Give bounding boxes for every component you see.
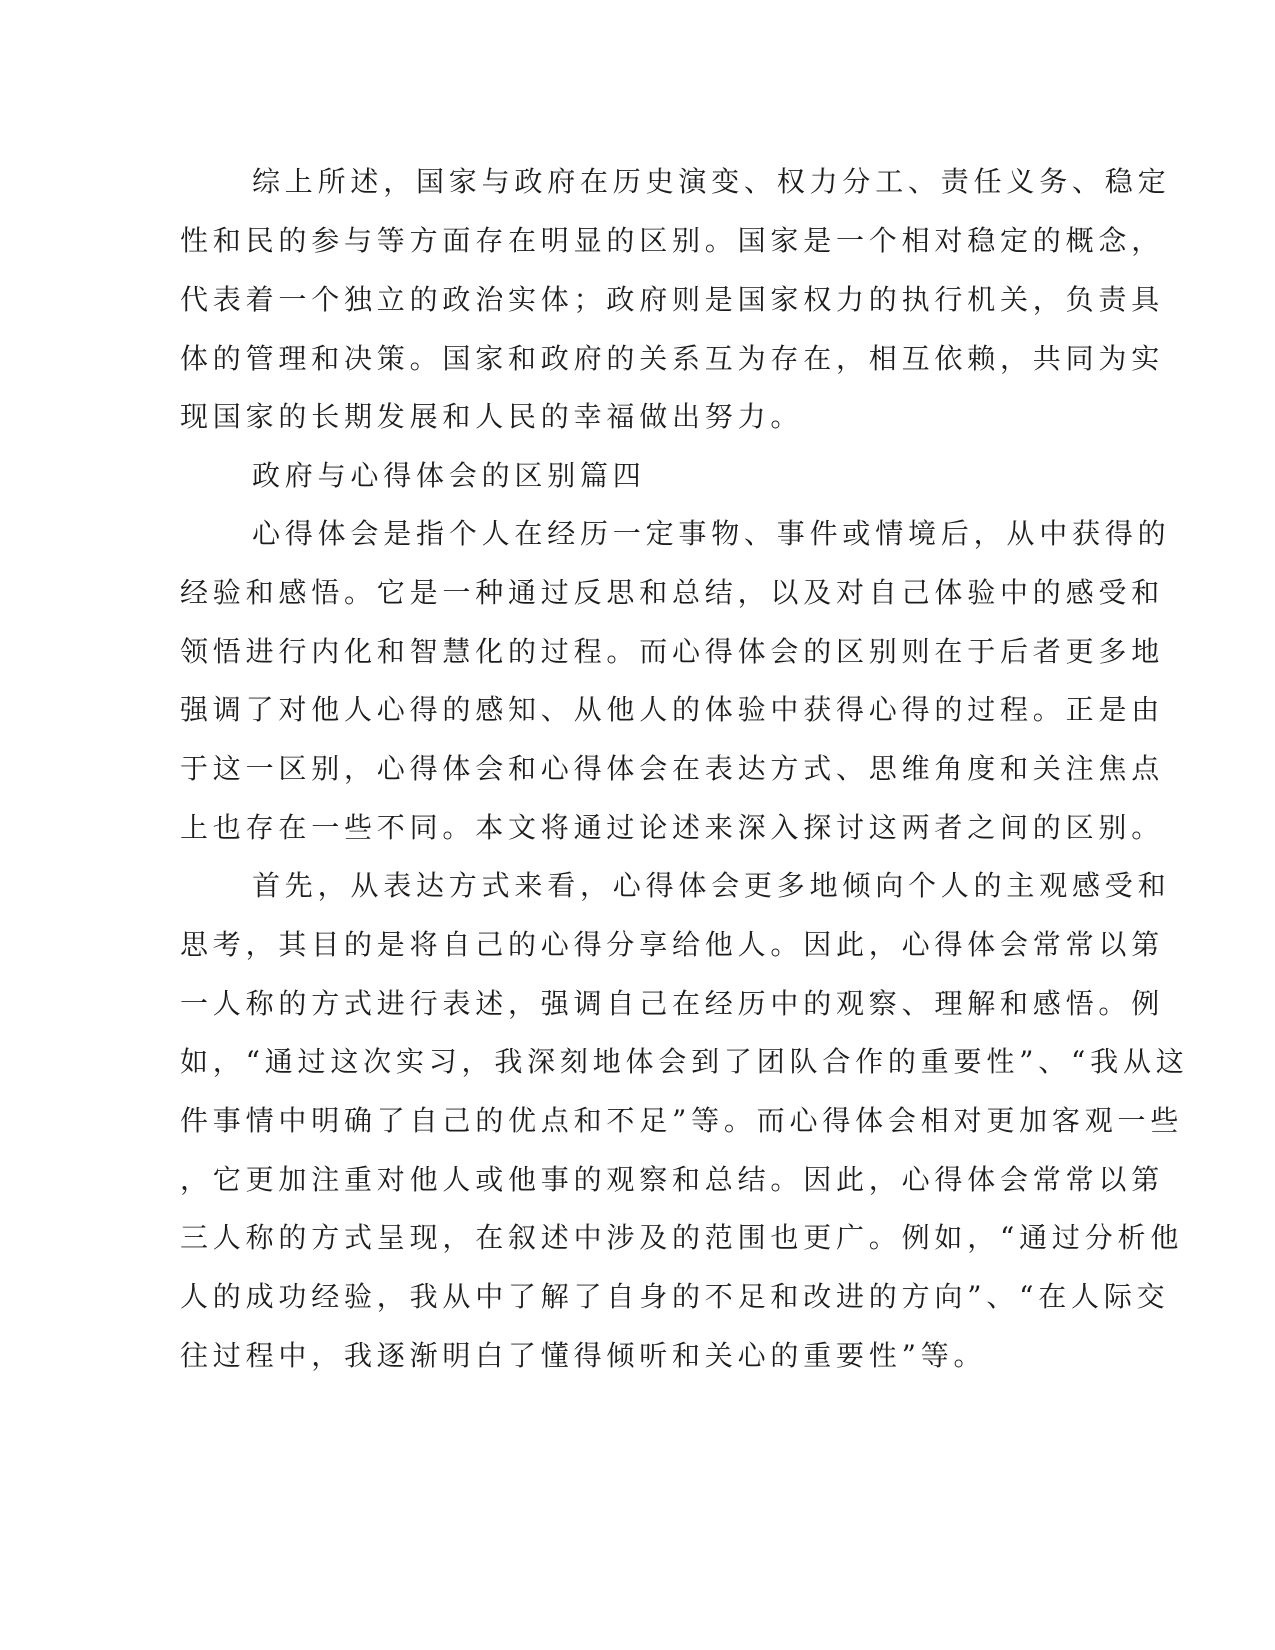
paragraph-first-point-line: 思考，其目的是将自己的心得分享给他人。因此，心得体会常常以第 (180, 928, 1165, 961)
paragraph-first-point-line: 三人称的方式呈现，在叙述中涉及的范围也更广。例如，“通过分析他 (180, 1221, 1184, 1254)
paragraph-intro-line: 心得体会是指个人在经历一定事物、事件或情境后，从中获得的 (252, 517, 1171, 550)
paragraph-intro-line: 经验和感悟。它是一种通过反思和总结，以及对自己体验中的感受和 (180, 576, 1165, 609)
paragraph-first-point-line: 首先，从表达方式来看，心得体会更多地倾向个人的主观感受和 (252, 869, 1171, 902)
paragraph-summary-line: 综上所述，国家与政府在历史演变、权力分工、责任义务、稳定 (252, 165, 1171, 198)
paragraph-first-point-line: 一人称的方式进行表述，强调自己在经历中的观察、理解和感悟。例 (180, 987, 1165, 1020)
paragraph-first-point-line: ，它更加注重对他人或他事的观察和总结。因此，心得体会常常以第 (180, 1163, 1165, 1196)
paragraph-first-point-line: 如，“通过这次实习，我深刻地体会到了团队合作的重要性”、“我从这 (180, 1045, 1189, 1078)
paragraph-first-point-line: 人的成功经验，我从中了解了自身的不足和改进的方向”、“在人际交 (180, 1280, 1170, 1313)
paragraph-first-point-line: 件事情中明确了自己的优点和不足”等。而心得体会相对更加客观一些 (180, 1104, 1184, 1137)
paragraph-intro-line: 强调了对他人心得的感知、从他人的体验中获得心得的过程。正是由 (180, 693, 1165, 726)
paragraph-summary-line: 性和民的参与等方面存在明显的区别。国家是一个相对稳定的概念， (180, 224, 1165, 257)
paragraph-intro-line: 上也存在一些不同。本文将通过论述来深入探讨这两者之间的区别。 (180, 811, 1165, 844)
paragraph-intro-line: 领悟进行内化和智慧化的过程。而心得体会的区别则在于后者更多地 (180, 635, 1165, 668)
section-heading: 政府与心得体会的区别篇四 (252, 459, 646, 492)
paragraph-summary-line: 体的管理和决策。国家和政府的关系互为存在，相互依赖，共同为实 (180, 342, 1165, 375)
paragraph-summary-line: 代表着一个独立的政治实体；政府则是国家权力的执行机关，负责具 (180, 283, 1165, 316)
paragraph-summary-line: 现国家的长期发展和人民的幸福做出努力。 (180, 400, 804, 433)
paragraph-first-point-line: 往过程中，我逐渐明白了懂得倾听和关心的重要性”等。 (180, 1339, 987, 1372)
paragraph-intro-line: 于这一区别，心得体会和心得体会在表达方式、思维角度和关注焦点 (180, 752, 1165, 785)
